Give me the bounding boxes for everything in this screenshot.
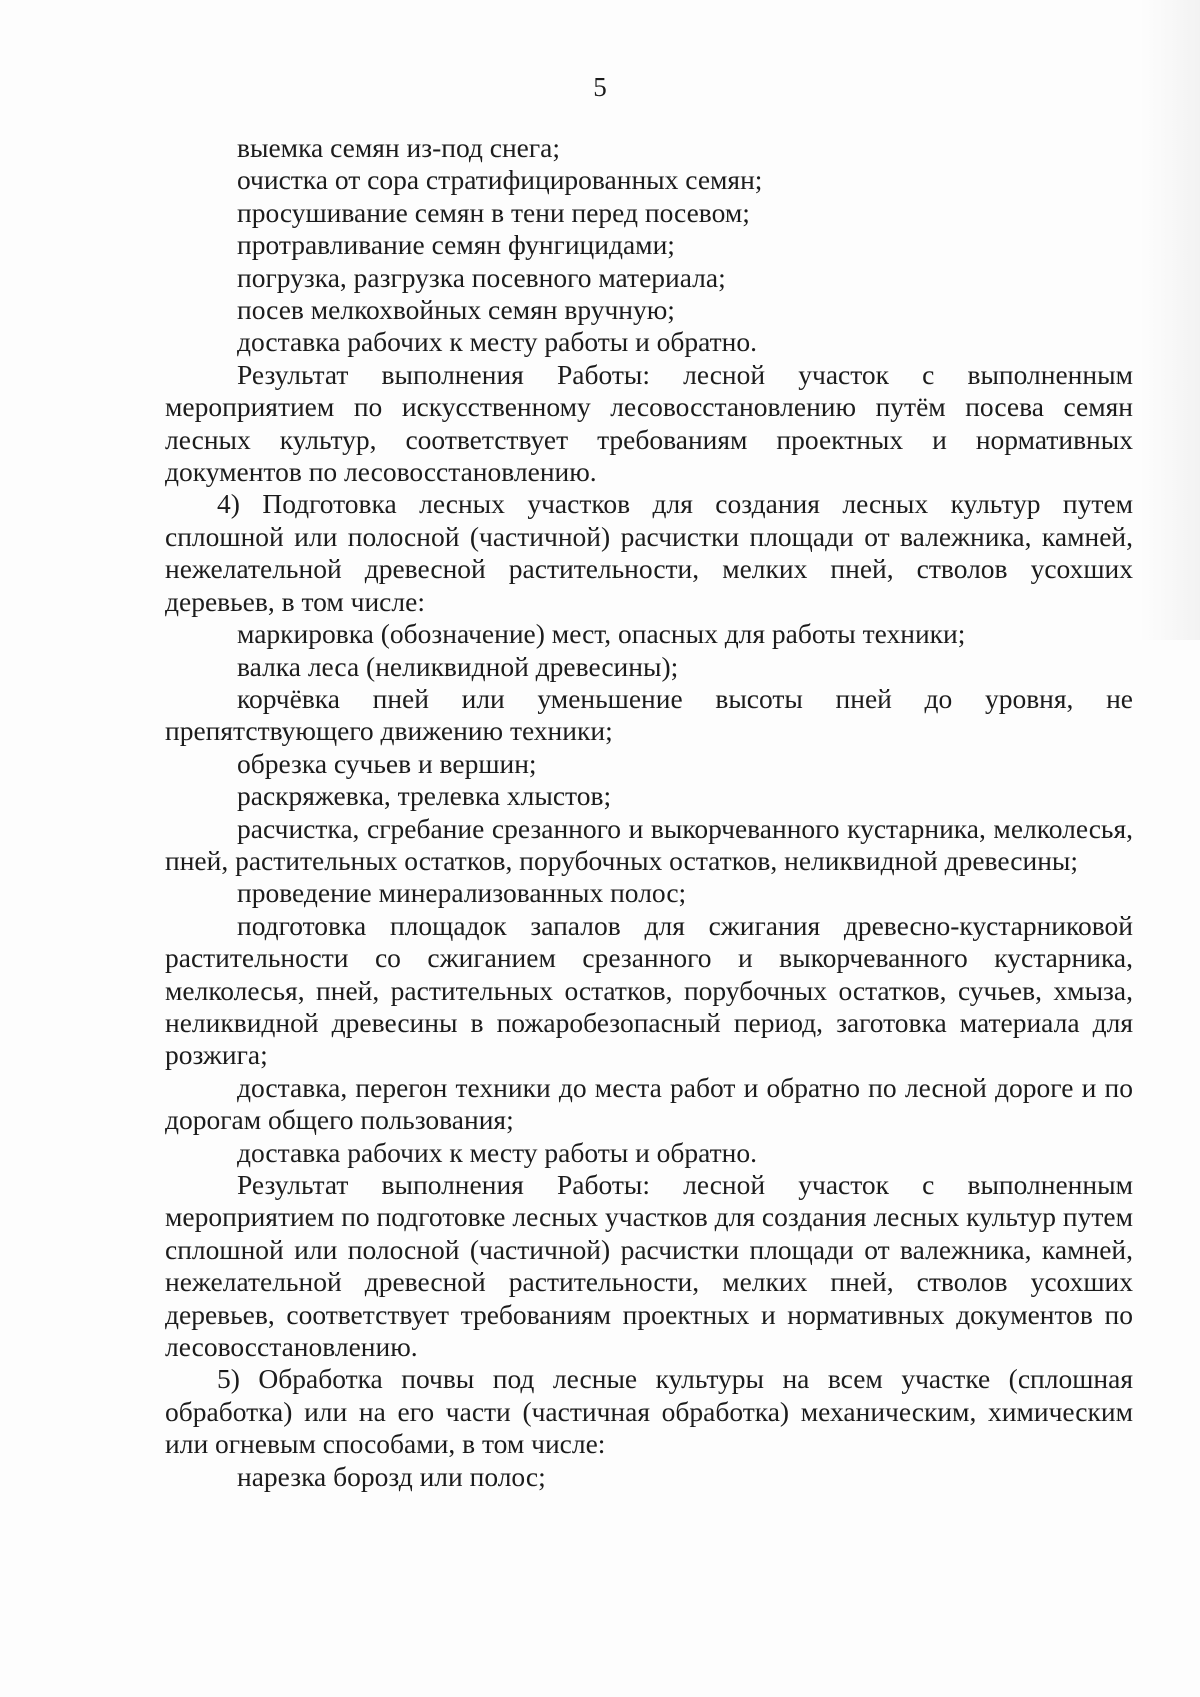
list-item: протравливание семян фунгицидами; (237, 229, 675, 261)
list-item: погрузка, разгрузка посевного материала; (237, 261, 726, 293)
document-body (165, 132, 1133, 1493)
result-paragraph: Результат выполнения Работы: лесной участок с выполненным мероприятием по искусственному лесовосстановлению путём посева семян лесных культур, соответствует требованиям проектных и нормативных документов по лесовосстановлению. (165, 358, 1133, 488)
list-item: нарезка борозд или полос; (237, 1460, 546, 1492)
list-item: обрезка сучьев и вершин; (237, 747, 537, 779)
list-item: доставка, перегон техники до места работ и обратно по лесной дороге и по дорогам общего пользования; (165, 1071, 1133, 1136)
list-item: посев мелкохвойных семян вручную; (237, 294, 675, 326)
list-item: просушивание семян в тени перед посевом; (237, 196, 750, 228)
list-item: маркировка (обозначение) мест, опасных для работы техники; (237, 618, 966, 650)
list-item: проведение минерализованных полос; (237, 877, 687, 909)
result-paragraph: Результат выполнения Работы: лесной участок с выполненным мероприятием по подготовке лесных участков для создания лесных культур путем сплошной или полосной (частичной) расчистки площади от валежника, камней, нежелательной древесной растительности, мелких пней, стволов усохших деревьев, соответствует требованиям проектных и нормативных документов по лесовосстановлению. (165, 1169, 1133, 1363)
list-item: очистка от сора стратифицированных семян; (237, 164, 763, 196)
list-item: доставка рабочих к месту работы и обратно. (237, 1136, 758, 1168)
list-item: доставка рабочих к месту работы и обратно. (237, 326, 758, 358)
numbered-section-5: 5) Обработка почвы под лесные культуры на всем участке (сплошная обработка) или на его части (частичная обработка) механическим, химическим или огневым способами, в том числе: (165, 1363, 1133, 1460)
list-item: расчистка, сгребание срезанного и выкорчеванного кустарника, мелколесья, пней, растительных остатков, порубочных остатков, неликвидной древесины; (165, 812, 1133, 876)
list-item: корчёвка пней или уменьшение высоты пней до уровня, не препятствующего движению техники; (165, 682, 1133, 747)
numbered-section-4: 4) Подготовка лесных участков для создания лесных культур путем сплошной или полосной (частичной) расчистки площади от валежника, камней, нежелательной древесной растительности, мелких пней, стволов усохших деревьев, в том числе: (165, 488, 1133, 617)
list-item: раскряжевка, трелевка хлыстов; (237, 780, 612, 812)
list-item: подготовка площадок запалов для сжигания древесно-кустарниковой растительности со сжиганием срезанного и выкорчеванного кустарника, мелколесья, пней, растительных остатков, порубочных остатков, сучьев, хмыза, неликвидной древесины в пожаробезопасный период, заготовка материала для розжига; (165, 909, 1133, 1071)
page-number: 5 (593, 72, 607, 102)
list-item: валка леса (неликвидной древесины); (237, 650, 679, 682)
list-item: выемка семян из-под снега; (237, 132, 561, 163)
